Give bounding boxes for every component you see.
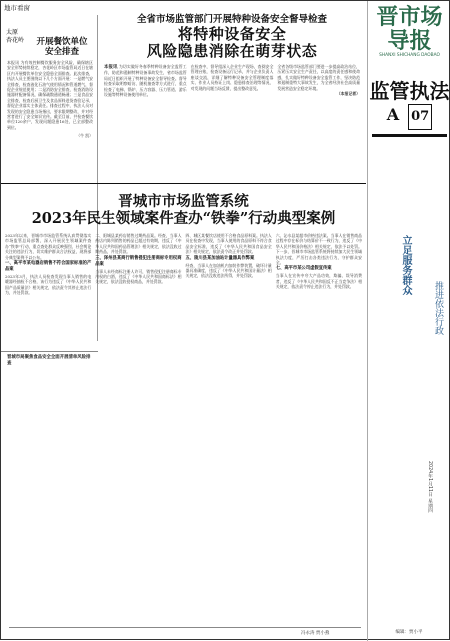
top-article-kicker: 全省市场监管部门开展特种设备安全督导检查 xyxy=(136,14,327,25)
case-text-4b: 当事人在宣传中夸大产品功效，欺骗、误导消费者，违反了《中华人民共和国反不正当竞争法》相关规定，依法责令停止违法行为，并处罚款。 xyxy=(275,273,362,290)
case-article-columns xyxy=(1,227,366,296)
case-subhead-2: 三、泽州县某商行销售侵犯注册商标专用权商品案 xyxy=(95,255,182,267)
case-col-1 xyxy=(5,233,91,296)
case-text-2: 二、阳城县某药店销售过期药品案。经查，当事人药店内陈列销售的药品已超过有效期，违反了《中华人民共和国药品管理法》相关规定，依法没收过期药品，并处罚款。 xyxy=(95,233,182,255)
case-headline-line-2: 2023年民生领域案件查办“铁拳”行动典型案例 xyxy=(31,210,336,227)
side-subheadline: 晋城市局聚焦食品安全全面开展清单风险排查 xyxy=(7,355,91,366)
case-article xyxy=(1,183,366,641)
page-letter: A xyxy=(386,105,400,124)
section-title: 监管执法 xyxy=(369,79,450,103)
case-subhead-3: 五、陵川县某加油站计量器具作弊案 xyxy=(185,255,255,261)
top-article-end-mark: （本报记者） xyxy=(336,91,361,97)
top-article-col-3 xyxy=(277,64,360,97)
case-text-4: 六、沁水县某超市价格违法案。当事人在销售商品过程中存在标价与结算价不一致行为，违反了《中华人民共和国价格法》相关规定，依法予以处罚。下一步，晋城市市场监管系统将持续加大民生领域执法力度，严厉打击各类违法行为，守护群众安全。 xyxy=(275,233,362,266)
issue-date: 2024年1月11日 星期四 xyxy=(427,461,432,513)
case-subhead-1: 一、高平市某电器店销售不符合国家标准的产品案 xyxy=(5,261,92,273)
case-col-4 xyxy=(276,233,362,296)
case-col-3 xyxy=(186,233,272,296)
bottom-rule xyxy=(9,627,361,628)
top-article-columns xyxy=(101,60,363,97)
top-article-headline: 将特种设备安全 风险隐患消除在萌芽状态 xyxy=(146,25,318,60)
case-subhead-4: 七、高平市某公司虚假宣传案 xyxy=(275,266,332,272)
masthead-subtitle: SHANXI SHICHANG DAOBAO xyxy=(379,53,440,58)
masthead-logo: 晋市场导报 xyxy=(376,4,443,54)
side-body: 本报讯 为有效控制餐饮服务安全风险，确保辖区安全形势持续稳定，杏花岭区市场监管局近日在辖区内开展餐饮单位安全隐患全面排查。此次排查，执法人员主要围绕以下几个方面开展：一是燃气安全排查，检查液化石油气使用情况和管道燃气，督促企业规范使用；二是消防安全排查，检查消防设施器材配备情况，确保疏散通道畅通；三是食品安全排查，检查后厨卫生及食品原料进货查验记录，督促企业落实主体责任。排查过程中，执法人员对发现的安全隐患当场指出，要求限期整改，并对经营者进行了安全知识宣传。截至目前，共检查餐饮单位120余户，发现问题隐患16处，已全部整改到位。 xyxy=(7,60,93,130)
editor-line: 编辑：贾小平 xyxy=(395,630,423,635)
case-text-1b: 2023年3月，执法人员检查发现当事人销售的电暖器经抽检不合格，该行为违反了《中华人民共和国产品质量法》相关规定，依法责令其停止违法行为，并处罚款。 xyxy=(5,274,92,296)
case-headline-line-1: 晋城市市场监管系统 xyxy=(118,193,249,210)
case-col-2 xyxy=(95,233,181,296)
slogan-2: 推进依法行政 xyxy=(433,281,443,335)
top-article-text-3: 全省各级市场监管部门要进一步提高政治站位，压紧压实安全生产责任，以高度的责任感和使命感，扎实做好特种设备安全监管工作，坚决防范和遏制重特大事故发生，为全省经济社会高质量发展营造安全稳定环境。 xyxy=(277,64,361,91)
top-article-text-1: 为切实做好冬春季特种设备安全监管工作，防范和遏制特种设备事故发生，省市场监管局近日组织开展了特种设备安全督导检查。督导检查采取明察暗访、随机抽查等方式进行，重点检查了电梯、锅炉、压力容器、压力管道、游乐设施等特种设备使用单位。 xyxy=(104,64,187,98)
side-end-mark: （牛 凯） xyxy=(76,133,93,139)
masthead-rule xyxy=(372,134,447,137)
case-text-2b: 当事人未经商标注册人许可，销售侵犯注册商标专用权的白酒，违反了《中华人民共和国商标法》相关规定，依法没收侵权商品，并处罚款。 xyxy=(95,268,182,285)
case-text-3: 四、城区某餐饮店使用不合格食品原料案。执法人员在检查中发现，当事人使用的食品原料不符合食品安全标准，违反了《中华人民共和国食品安全法》相关规定，依法责令改正并处罚款。 xyxy=(185,233,272,255)
byline: 本报讯 xyxy=(104,65,118,70)
author-line: 冯永涛 贾小燕 xyxy=(301,631,330,636)
top-article-col-1 xyxy=(104,64,187,97)
top-article xyxy=(101,13,363,181)
page-number: 07 xyxy=(408,104,432,130)
top-article-col-2: 在检查中，督导组深入企业生产现场，查阅安全管理台账，检查设备运行记录，并与企业负责人座谈交流，详细了解特种设备安全管理制度落实、作业人员持证上岗、隐患排查治理等情况，对发现的问题当场反馈，提出整改意见。 xyxy=(190,64,274,91)
region-tag: 地市看窗 xyxy=(4,4,30,12)
side-kicker: 太原 杏花岭 xyxy=(6,29,25,44)
page-label xyxy=(368,102,450,130)
side-headline: 开展餐饮单位 安全排查 xyxy=(36,37,88,57)
slogan-1: 立足服务群众 xyxy=(400,235,411,295)
case-text-3b: 经查，当事人在加油机内加装作弊装置，破坏计量器具准确度，违反了《中华人民共和国计量法》相关规定，依法没收违法所得，并处罚款。 xyxy=(185,262,272,279)
case-text-1: 2023年以来，晋城市市场监管系统认真贯彻落实市场监管总局部署，深入开展民生领域案件查办“铁拳”行动，重点查处群众反映强烈、社会舆论关注的违法行为，切实维护群众合法权益，现将部分典型案例予以公布。 xyxy=(5,233,92,260)
